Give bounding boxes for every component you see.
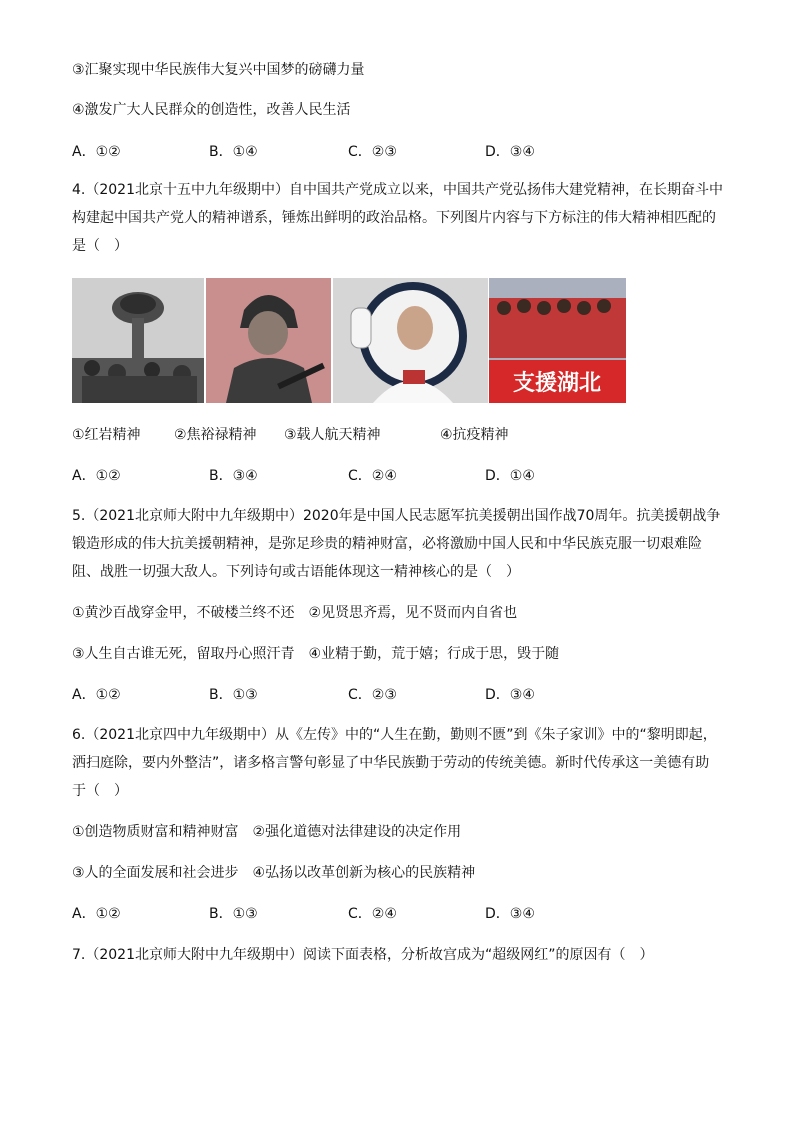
- q3-statement-4: ④激发广大人民群众的创造性，改善人民生活: [72, 102, 351, 118]
- q4-stem-line-2: 构建起中国共产党人的精神谱系，锤炼出鲜明的政治品格。下列图片内容与下方标注的伟大精神相匹配的: [72, 210, 716, 226]
- q6-option-b[interactable]: B．①③: [209, 906, 258, 922]
- q6-stem-line-2: 洒扫庭除，要内外整洁”，诸多格言警句彰显了中华民族勤于劳动的传统美德。新时代传承这一美德有助: [72, 755, 710, 771]
- q5-option-a[interactable]: A．①②: [72, 687, 121, 703]
- q3-options: [72, 142, 732, 162]
- q6-options: [72, 904, 732, 924]
- q5-stem-line-3: 阻、战胜一切强大敌人。下列诗句或古语能体现这一精神核心的是（ ）: [72, 564, 520, 580]
- q4-stem-line-3: 是（ ）: [72, 238, 128, 254]
- q4-picture-labels: [72, 425, 732, 445]
- q6-statements-1: ①创造物质财富和精神财富 ②强化道德对法律建设的决定作用: [72, 824, 462, 840]
- q4-photo-strip: [72, 278, 626, 403]
- q5-option-c[interactable]: C．②③: [348, 687, 397, 703]
- q5-option-d[interactable]: D．③④: [485, 687, 535, 703]
- nuclear-test-photo: [72, 278, 204, 403]
- soldier-portrait-photo: [206, 278, 331, 403]
- q4-stem-line-1: 4.（2021北京十五中九年级期中）自中国共产党成立以来，中国共产党弘扬伟大建党精神，在长期奋斗中: [72, 182, 723, 198]
- q6-stem-line-3: 于（ ）: [72, 783, 128, 799]
- q4-options: [72, 466, 732, 486]
- q4-label-1: ①红岩精神: [72, 427, 141, 443]
- banner-text: 支援湖北: [512, 371, 602, 396]
- q3-option-c[interactable]: C．②③: [348, 144, 397, 160]
- q6-option-d[interactable]: D．③④: [485, 906, 535, 922]
- q3-statement-3: ③汇聚实现中华民族伟大复兴中国梦的磅礴力量: [72, 62, 365, 78]
- q3-option-a[interactable]: A．①②: [72, 144, 121, 160]
- q3-option-b[interactable]: B．①④: [209, 144, 258, 160]
- q6-statements-2: ③人的全面发展和社会进步 ④弘扬以改革创新为核心的民族精神: [72, 865, 476, 881]
- q4-label-3: ③载人航天精神: [284, 427, 381, 443]
- q4-option-c[interactable]: C．②④: [348, 468, 397, 484]
- astronaut-photo: [333, 278, 488, 403]
- q3-option-d[interactable]: D．③④: [485, 144, 535, 160]
- q4-label-4: ④抗疫精神: [440, 427, 509, 443]
- q5-stem-line-2: 锻造形成的伟大抗美援朝精神，是弥足珍贵的精神财富，必将激励中国人民和中华民族克服一切艰难险: [72, 536, 702, 552]
- q6-stem-line-1: 6.（2021北京四中九年级期中）从《左传》中的“人生在勤，勤则不匮”到《朱子家训》中的“黎明即起，: [72, 727, 717, 743]
- q5-stem-line-1: 5.（2021北京师大附中九年级期中）2020年是中国人民志愿军抗美援朝出国作战70周年。抗美援朝战争: [72, 508, 721, 524]
- q4-label-2: ②焦裕禄精神: [174, 427, 257, 443]
- q6-option-c[interactable]: C．②④: [348, 906, 397, 922]
- q5-statements-2: ③人生自古谁无死，留取丹心照汗青 ④业精于勤，荒于嬉；行成于思，毁于随: [72, 646, 560, 662]
- q4-option-b[interactable]: B．③④: [209, 468, 258, 484]
- q4-option-a[interactable]: A．①②: [72, 468, 121, 484]
- q6-option-a[interactable]: A．①②: [72, 906, 121, 922]
- q4-option-d[interactable]: D．①④: [485, 468, 535, 484]
- q5-options: [72, 685, 732, 705]
- medical-team-photo: [489, 278, 626, 403]
- q5-statements-1: ①黄沙百战穿金甲，不破楼兰终不还 ②见贤思齐焉，见不贤而内自省也: [72, 605, 518, 621]
- q7-stem-line-1: 7.（2021北京师大附中九年级期中）阅读下面表格，分析故宫成为“超级网红”的原因有（ ）: [72, 947, 654, 963]
- q5-option-b[interactable]: B．①③: [209, 687, 258, 703]
